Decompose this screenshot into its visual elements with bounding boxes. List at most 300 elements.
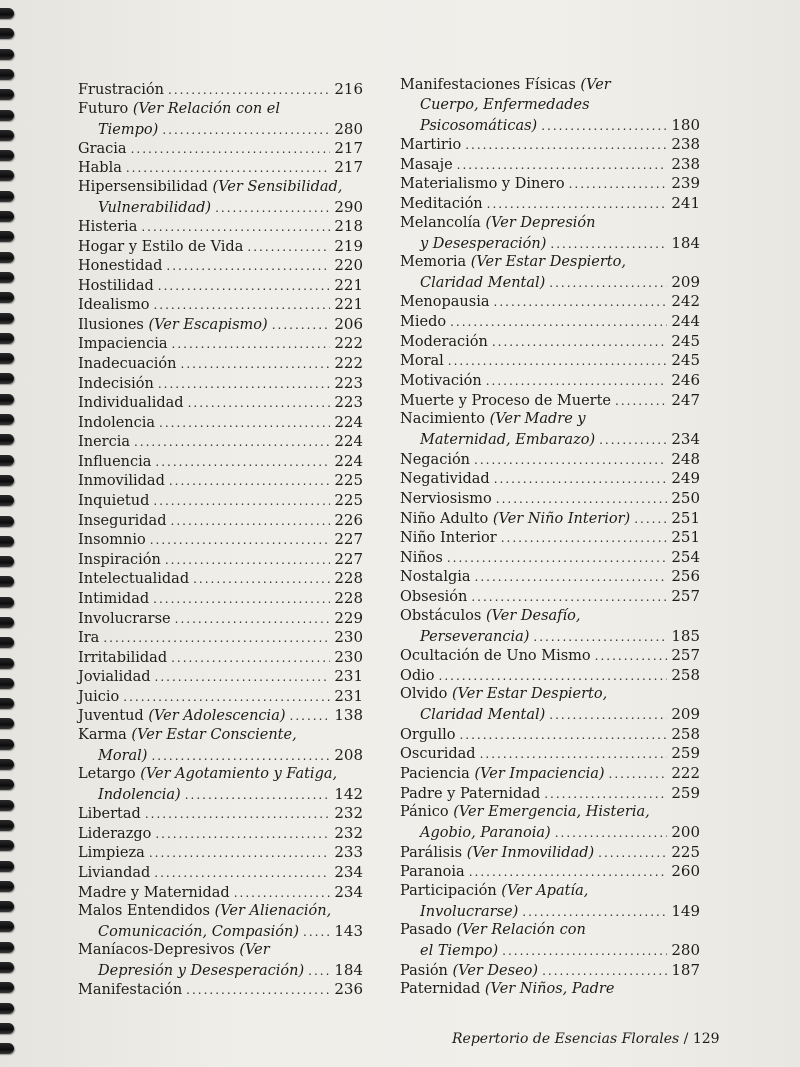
index-entry	[400, 391, 700, 411]
entry-continuation-line	[78, 198, 363, 218]
entry-term: Hipersensibilidad	[78, 179, 213, 195]
entry-term: Inmovilidad	[78, 473, 165, 489]
entry-term: Liderazgo	[78, 826, 152, 842]
index-entry	[78, 569, 363, 589]
dot-leader	[480, 745, 668, 764]
entry-page-number: 222	[334, 354, 363, 372]
entry-line	[78, 609, 363, 629]
index-entry	[78, 237, 363, 257]
entry-page-number: 216	[334, 80, 363, 98]
entry-line	[78, 941, 363, 961]
entry-term: Pánico	[400, 804, 454, 820]
dot-leader	[169, 472, 331, 491]
index-entry	[78, 648, 363, 668]
index-entry	[78, 158, 363, 178]
index-entry	[78, 295, 363, 315]
spiral-ring	[0, 516, 14, 527]
index-entry	[78, 139, 363, 159]
dot-leader	[159, 414, 330, 433]
dot-leader	[155, 825, 330, 844]
dot-leader	[186, 981, 330, 1000]
entry-page-number: 143	[334, 922, 363, 940]
entry-term: Libertad	[78, 806, 141, 822]
dot-leader	[634, 510, 667, 529]
entry-page-number: 227	[334, 550, 363, 568]
spiral-ring	[0, 150, 14, 161]
index-entry	[400, 803, 700, 843]
spiral-ring	[0, 272, 14, 283]
entry-term: Niño Interior	[400, 530, 497, 546]
index-entry	[400, 548, 700, 568]
entry-cross-reference: (Ver Apatía,	[501, 883, 589, 899]
entry-cross-reference: y Desesperación)	[420, 236, 547, 252]
entry-line	[400, 312, 700, 332]
spiral-ring	[0, 901, 14, 912]
entry-cross-reference: Perseverancia)	[420, 629, 530, 645]
index-entry	[78, 354, 363, 374]
entry-term: Honestidad	[78, 258, 163, 274]
entry-continuation-line	[400, 902, 700, 922]
entry-term: Martirio	[400, 137, 462, 153]
entry-line	[78, 706, 363, 726]
entry-cross-reference: (Ver Alienación,	[214, 903, 332, 919]
index-entry	[400, 450, 700, 470]
entry-continuation-line	[400, 96, 700, 116]
entry-line	[400, 548, 700, 568]
entry-page-number: 247	[671, 391, 700, 409]
entry-term: Odio	[400, 668, 435, 684]
entry-continuation-line	[78, 922, 363, 942]
entry-term: Olvido	[400, 686, 452, 702]
spiral-ring	[0, 982, 14, 993]
dot-leader	[541, 117, 667, 136]
entry-cross-reference: (Ver Emergencia, Histeria,	[453, 804, 650, 820]
entry-page-number: 224	[334, 432, 363, 450]
entry-page-number: 184	[334, 961, 363, 979]
dot-leader	[457, 156, 668, 175]
entry-page-number: 248	[671, 450, 700, 468]
dot-leader	[569, 175, 668, 194]
entry-line	[400, 174, 700, 194]
spiral-ring	[0, 394, 14, 405]
index-entry	[400, 312, 700, 332]
dot-leader	[193, 570, 330, 589]
spiral-ring	[0, 252, 14, 263]
entry-term: Futuro	[78, 101, 133, 117]
entry-page-number: 208	[334, 746, 363, 764]
index-entry	[78, 530, 363, 550]
entry-page-number: 220	[334, 256, 363, 274]
entry-page-number: 226	[334, 511, 363, 529]
dot-leader	[153, 296, 330, 315]
entry-line	[78, 589, 363, 609]
dot-leader	[150, 531, 331, 550]
spiral-ring	[0, 536, 14, 547]
entry-page-number: 257	[671, 587, 700, 605]
index-entry	[78, 491, 363, 511]
entry-line	[400, 862, 700, 882]
dot-leader	[459, 726, 667, 745]
entry-term: Ocultación de Uno Mismo	[400, 648, 591, 664]
index-entry	[78, 393, 363, 413]
entry-page-number: 280	[334, 120, 363, 138]
entry-page-number: 242	[671, 292, 700, 310]
index-entry	[78, 550, 363, 570]
entry-page-number: 238	[671, 155, 700, 173]
entry-page-number: 219	[334, 237, 363, 255]
spiral-ring	[0, 434, 14, 445]
entry-continuation-line	[78, 961, 363, 981]
index-entry	[78, 217, 363, 237]
index-entry	[400, 725, 700, 745]
dot-leader	[533, 628, 667, 647]
entry-cross-reference: Agobio, Paranoia)	[420, 825, 551, 841]
entry-line	[400, 725, 700, 745]
entry-line	[78, 511, 363, 531]
entry-term: Negatividad	[400, 471, 490, 487]
entry-page-number: 232	[334, 824, 363, 842]
entry-term: Paciencia	[400, 766, 475, 782]
entry-term: Niño Adulto	[400, 511, 493, 527]
entry-line	[78, 824, 363, 844]
index-entry	[78, 100, 363, 140]
entry-term: Paranoia	[400, 864, 465, 880]
entry-term: Orgullo	[400, 727, 456, 743]
entry-term: Inquietud	[78, 493, 150, 509]
entry-term: Madre y Maternidad	[78, 885, 230, 901]
spiral-ring	[0, 333, 14, 344]
spiral-ring	[0, 678, 14, 689]
entry-page-number: 206	[334, 315, 363, 333]
entry-line	[78, 139, 363, 159]
entry-page-number: 209	[671, 273, 700, 291]
entry-cross-reference: Moral)	[98, 748, 148, 764]
spiral-ring	[0, 739, 14, 750]
entry-page-number: 231	[334, 687, 363, 705]
spiral-ring	[0, 576, 14, 587]
entry-page-number: 234	[671, 430, 700, 448]
dot-leader	[609, 765, 668, 784]
entry-line	[400, 332, 700, 352]
entry-line	[78, 687, 363, 707]
entry-cross-reference: (Ver Escapismo)	[148, 317, 268, 333]
spiral-ring	[0, 921, 14, 932]
dot-leader	[439, 667, 668, 686]
entry-line	[400, 961, 700, 981]
spiral-ring	[0, 292, 14, 303]
index-entry	[400, 332, 700, 352]
index-entry	[400, 666, 700, 686]
index-entry	[78, 941, 363, 981]
dot-leader	[171, 512, 331, 531]
dot-leader	[155, 453, 330, 472]
dot-leader	[188, 394, 331, 413]
entry-cross-reference: Claridad Mental)	[420, 275, 546, 291]
entry-term: Meditación	[400, 196, 483, 212]
entry-term: Idealismo	[78, 297, 150, 313]
entry-term: Juicio	[78, 689, 120, 705]
spiral-ring	[0, 191, 14, 202]
entry-term: Pasado	[400, 922, 457, 938]
dot-leader	[475, 568, 668, 587]
entry-page-number: 251	[671, 528, 700, 546]
entry-continuation-line	[400, 430, 700, 450]
entry-line	[400, 587, 700, 607]
entry-line	[400, 135, 700, 155]
dot-leader	[171, 649, 330, 668]
index-entry	[400, 528, 700, 548]
dot-leader	[155, 668, 331, 687]
spiral-ring	[0, 658, 14, 669]
entry-term: Hostilidad	[78, 278, 154, 294]
entry-line	[400, 685, 700, 705]
index-entry	[400, 194, 700, 214]
entry-cross-reference: (Ver Madre y	[489, 411, 586, 427]
dot-leader	[502, 942, 667, 961]
entry-term: Individualidad	[78, 395, 184, 411]
entry-page-number: 251	[671, 509, 700, 527]
entry-cross-reference: (Ver Relación con el	[132, 101, 280, 117]
dot-leader	[153, 492, 330, 511]
entry-page-number: 245	[671, 351, 700, 369]
entry-line	[78, 374, 363, 394]
entry-cross-reference: (Ver Impaciencia)	[474, 766, 605, 782]
entry-term: Irritabilidad	[78, 650, 168, 666]
entry-page-number: 230	[334, 628, 363, 646]
index-entry	[400, 843, 700, 863]
entry-term: Manifestación	[78, 982, 183, 998]
entry-line	[400, 292, 700, 312]
entry-line	[400, 489, 700, 509]
entry-page-number: 217	[334, 139, 363, 157]
dot-leader	[272, 316, 331, 335]
index-entry	[400, 961, 700, 981]
entry-line	[78, 902, 363, 922]
entry-cross-reference: (Ver Inmovilidad)	[466, 845, 595, 861]
entry-line	[400, 882, 700, 902]
index-entry	[400, 469, 700, 489]
entry-term: Moderación	[400, 334, 488, 350]
entry-page-number: 228	[334, 569, 363, 587]
dot-leader	[471, 588, 667, 607]
entry-term: Liviandad	[78, 865, 151, 881]
dot-leader	[162, 121, 330, 140]
entry-page-number: 227	[334, 530, 363, 548]
index-entry	[78, 315, 363, 335]
index-entry	[78, 902, 363, 942]
entry-cross-reference: Indolencia)	[98, 787, 181, 803]
entry-line	[400, 253, 700, 273]
entry-page-number: 225	[334, 471, 363, 489]
entry-cross-reference: Tiempo)	[98, 122, 159, 138]
entry-line	[78, 804, 363, 824]
entry-cross-reference: (Ver	[239, 942, 270, 958]
entry-line	[78, 334, 363, 354]
entry-term: Inadecuación	[78, 356, 177, 372]
spiral-ring	[0, 170, 14, 181]
index-entry	[78, 804, 363, 824]
entry-page-number: 184	[671, 234, 700, 252]
spiral-ring	[0, 698, 14, 709]
dot-leader	[522, 903, 667, 922]
dot-leader	[448, 352, 668, 371]
spiral-ring	[0, 455, 14, 466]
index-entry	[78, 413, 363, 433]
spiral-ring	[0, 779, 14, 790]
entry-cross-reference: Depresión y Desesperación)	[98, 963, 305, 979]
entry-page-number: 258	[671, 666, 700, 684]
entry-term: Indolencia	[78, 415, 156, 431]
entry-line	[78, 393, 363, 413]
entry-term: Oscuridad	[400, 746, 476, 762]
entry-line	[400, 666, 700, 686]
dot-leader	[145, 805, 331, 824]
entry-line	[400, 450, 700, 470]
entry-cross-reference: (Ver Agotamiento y Fatiga,	[140, 766, 338, 782]
entry-page-number: 229	[334, 609, 363, 627]
entry-line	[78, 765, 363, 785]
index-entry	[78, 883, 363, 903]
spiral-ring	[0, 718, 14, 729]
dot-leader	[555, 824, 668, 843]
spiral-ring	[0, 49, 14, 60]
dot-leader	[465, 136, 667, 155]
spiral-ring	[0, 110, 14, 121]
entry-term: Padre y Paternidad	[400, 786, 541, 802]
dot-leader	[215, 199, 330, 218]
entry-line	[400, 921, 700, 941]
entry-page-number: 239	[671, 174, 700, 192]
spiral-ring	[0, 637, 14, 648]
entry-page-number: 218	[334, 217, 363, 235]
entry-term: Melancolía	[400, 215, 486, 231]
index-entry	[400, 214, 700, 254]
index-entry	[400, 646, 700, 666]
dot-leader	[185, 786, 331, 805]
entry-line	[400, 509, 700, 529]
entry-term: Negación	[400, 452, 471, 468]
spiral-ring	[0, 89, 14, 100]
entry-line	[78, 726, 363, 746]
entry-line	[400, 646, 700, 666]
dot-leader	[469, 863, 668, 882]
entry-page-number: 234	[334, 863, 363, 881]
entry-term: Ilusiones	[78, 317, 149, 333]
footer-separator: /	[679, 1031, 693, 1047]
dot-leader	[247, 238, 330, 257]
spiral-ring	[0, 556, 14, 567]
index-entry	[78, 374, 363, 394]
dot-leader	[549, 274, 667, 293]
entry-line	[400, 744, 700, 764]
spiral-ring	[0, 759, 14, 770]
dot-leader	[123, 688, 330, 707]
dot-leader	[134, 433, 330, 452]
index-entry	[400, 174, 700, 194]
entry-page-number: 257	[671, 646, 700, 664]
entry-line	[78, 843, 363, 863]
dot-leader	[487, 195, 668, 214]
index-entry	[400, 764, 700, 784]
entry-line	[400, 567, 700, 587]
entry-term: Menopausia	[400, 294, 490, 310]
entry-line	[78, 256, 363, 276]
spiral-ring	[0, 8, 14, 19]
entry-page-number: 225	[334, 491, 363, 509]
entry-term: Maníacos-Depresivos	[78, 942, 240, 958]
entry-page-number: 223	[334, 374, 363, 392]
dot-leader	[141, 218, 330, 237]
spiral-ring	[0, 414, 14, 425]
entry-page-number: 232	[334, 804, 363, 822]
entry-continuation-line	[78, 120, 363, 140]
entry-term: Niños	[400, 550, 443, 566]
entry-page-number: 231	[334, 667, 363, 685]
dot-leader	[168, 81, 330, 100]
entry-term: Frustración	[78, 82, 165, 98]
dot-leader	[615, 392, 667, 411]
entry-page-number: 149	[671, 902, 700, 920]
entry-term: Memoria	[400, 254, 471, 270]
entry-term: Ira	[78, 630, 100, 646]
dot-leader	[303, 923, 330, 942]
spiral-ring	[0, 617, 14, 628]
entry-page-number: 254	[671, 548, 700, 566]
entry-line	[78, 628, 363, 648]
dot-leader	[550, 235, 667, 254]
dot-leader	[151, 747, 330, 766]
index-entry	[400, 509, 700, 529]
entry-term: Participación	[400, 883, 502, 899]
entry-cross-reference: (Ver Estar Consciente,	[131, 727, 297, 743]
entry-line	[78, 452, 363, 472]
index-entry	[78, 687, 363, 707]
entry-term: Impaciencia	[78, 336, 168, 352]
index-entry	[400, 135, 700, 155]
entry-term: Nacimiento	[400, 411, 490, 427]
entry-page-number: 241	[671, 194, 700, 212]
entry-continuation-line	[400, 705, 700, 725]
index-entry	[400, 253, 700, 293]
dot-leader	[158, 277, 331, 296]
entry-line	[78, 217, 363, 237]
spiral-ring	[0, 313, 14, 324]
dot-leader	[153, 590, 330, 609]
entry-term: Manifestaciones Físicas	[400, 77, 581, 93]
index-entry	[78, 726, 363, 766]
entry-continuation-line	[400, 627, 700, 647]
dot-leader	[290, 707, 331, 726]
entry-line	[400, 764, 700, 784]
entry-page-number: 228	[334, 589, 363, 607]
index-entry	[400, 882, 700, 922]
entry-term: Pasión	[400, 963, 453, 979]
spiral-ring	[0, 69, 14, 80]
entry-page-number: 244	[671, 312, 700, 330]
entry-page-number: 187	[671, 961, 700, 979]
page-number: 129	[692, 1031, 720, 1047]
entry-cross-reference: Involucrarse)	[420, 904, 519, 920]
entry-page-number: 233	[334, 843, 363, 861]
spiral-ring	[0, 1003, 14, 1014]
dot-leader	[492, 333, 668, 352]
dot-leader	[599, 431, 667, 450]
entry-cross-reference: (Ver Sensibilidad,	[212, 179, 343, 195]
index-entry	[400, 371, 700, 391]
index-entry	[78, 334, 363, 354]
entry-page-number: 185	[671, 627, 700, 645]
dot-leader	[166, 257, 330, 276]
